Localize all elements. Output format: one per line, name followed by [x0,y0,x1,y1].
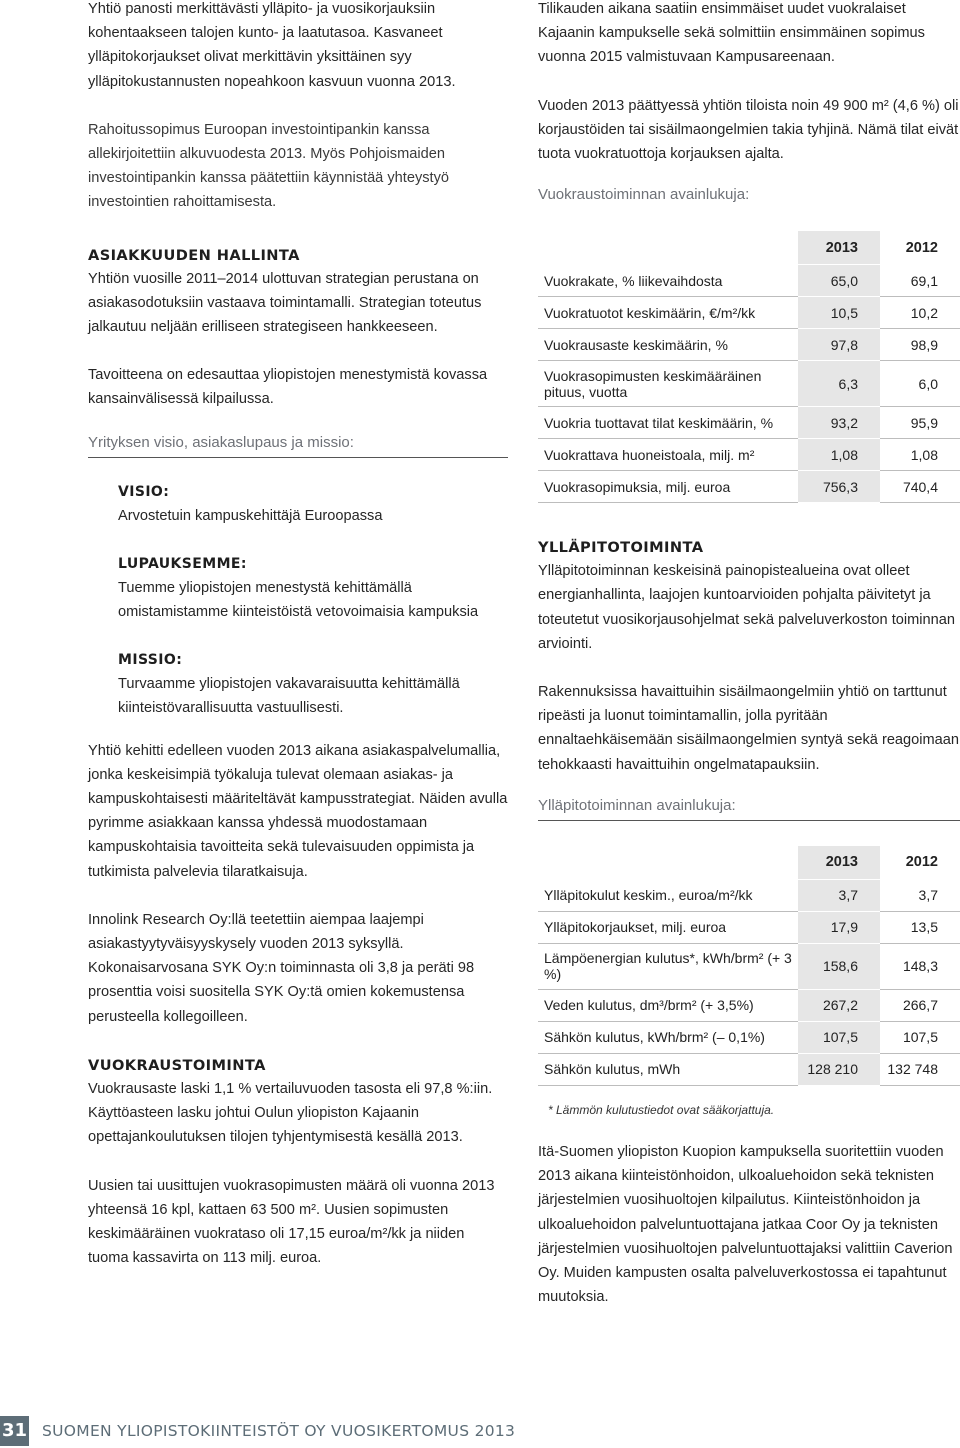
table-row [538,361,960,407]
table-row [538,1022,960,1054]
palvelumalli-paragraph: Yhtiö kehitti edelleen vuoden 2013 aikana asiakaspalvelumallia, jonka keskeisimpiä työkaluja tulevat olemaan asiakas- ja kampuskohtaisesti määriteltävät kampusstrategiat. Näiden avulla pyrimme asiakkaan kanssa yhdessä muodostamaan kampuskohtaisia tavoitteita sekä tulevaisuuden oppimista ja tutkimista palvelevia tilaratkaisuja. [88,742,508,880]
vuokraus-heading: VUOKRAUSTOIMINTA [88,1056,266,1074]
value-2013: 65,0 [798,265,880,297]
table-row [538,912,960,944]
value-2012: 1,08 [880,439,960,471]
value-2013: 267,2 [798,990,880,1022]
table-row [538,329,960,361]
page-footer [0,1414,960,1448]
lupaus-text: Tuemme yliopistojen menestystä kehittämällä omistamistamme kiinteistöistä vetovoimaisia kampuksia [118,579,479,621]
footer-title: SUOMEN YLIOPISTOKIINTEISTÖT OY VUOSIKERTOMUS 2013 [42,1422,516,1440]
value-2012: 740,4 [880,471,960,503]
vision-block [88,480,508,721]
row-label: Vuokria tuottavat tilat keskimäärin, % [538,407,798,439]
value-2012: 98,9 [880,329,960,361]
vuokra-table-body [538,265,960,503]
yllapito-paragraph-1: Ylläpitotoiminnan keskeisinä painopistealueina ovat olleet energianhallinta, laajojen kuntoarvioiden pohjalta päivitetyt ja toteutetut vuosikorjausohjelmat sekä palveluverkoston toiminnan arviointi. [538,563,955,652]
value-2013: 107,5 [798,1022,880,1054]
value-2013: 93,2 [798,407,880,439]
table-row [538,880,960,912]
row-label: Vuokrasopimusten keskimääräinen pituus, vuotta [538,361,798,407]
table-row [538,1054,960,1086]
page-number: 31 [0,1416,29,1446]
intro-paragraph-1: Yhtiö panosti merkittävästi ylläpito- ja vuosikorjauksiin kohentaakseen talojen kunto- ja laatutasoa. Kasvaneet ylläpitokorjaukset olivat merkittävin yksittäinen syy ylläpitokustannusten nopeahkoon kasvuun vuonna 2013. [88,1,456,90]
right-column [538,0,960,1309]
row-label: Vuokrausaste keskimäärin, % [538,329,798,361]
col-2012-header: 2012 [880,846,960,880]
value-2012: 107,5 [880,1022,960,1054]
row-label: Vuokrakate, % liikevaihdosta [538,265,798,297]
asiakkuus-paragraph-2: Tavoitteena on edesauttaa yliopistojen menestymistä kovassa kansainvälisessä kilpailussa. [88,367,488,408]
value-2013: 10,5 [798,297,880,329]
footnote: * Lämmön kulutustiedot ovat sääkorjattuja. [548,1102,775,1117]
missio-title: MISSIO: [118,652,183,669]
value-2013: 17,9 [798,912,880,944]
left-column [88,0,508,1270]
value-2013: 6,3 [798,361,880,407]
vuokra-table [538,231,960,503]
table-row [538,407,960,439]
yllapito-table-header [538,846,960,880]
yllapito-table-body [538,880,960,1086]
innolink-paragraph: Innolink Research Oy:llä teetettiin aiempaa laajempi asiakastyytyväisyyskysely vuoden 2013 syksyllä. Kokonaisarvosana SYK Oy:n toiminnasta oli 3,8 ja peräti 98 prosenttia voisi suositella SYK Oy:tä omien kokemustensa perusteella kollegoilleen. [88,911,475,1025]
row-label: Vuokrattava huoneistoala, milj. m² [538,439,798,471]
vuokraus-paragraph-2: Uusien tai uusittujen vuokrasopimusten määrä oli vuonna 2013 yhteensä 16 kpl, kattaen 63 500 m². Uusien sopimusten keskimääräinen vuokrataso oli 17,15 euroa/m²/kk ja niiden tuoma kassavirta on 113 milj. euroa. [88,1177,495,1267]
table-row [538,471,960,503]
table-row [538,439,960,471]
visio-text: Arvostetuin kampuskehittäjä Euroopassa [118,507,383,524]
value-2012: 10,2 [880,297,960,329]
visio-title: VISIO: [118,483,170,500]
vuokraus-paragraph-1: Vuokrausaste laski 1,1 % vertailuvuoden tasosta eli 97,8 %:iin. Käyttöasteen lasku johtui Oulun yliopiston Kajaanin opettajankoulutuksen tilojen tyhjentymisestä kesällä 2013. [88,1080,493,1146]
yllapito-paragraph-2: Rakennuksissa havaittuihin sisäilmaongelmiin yhtiö on tarttunut ripeästi ja luonut toimintamallin, jolla pyritään ennaltaehkäisemään sisäilmaongelmien syntyä sekä reagoimaan tehokkaasti havaittuihin ongelmatapauksiin. [538,684,960,773]
value-2012: 13,5 [880,912,960,944]
value-2013: 756,3 [798,471,880,503]
value-2012: 148,3 [880,944,960,990]
asiakkuus-paragraph-1: Yhtiön vuosille 2011–2014 ulottuvan strategian perustana on asiakasodotuksiin vastaava toimintamalli. Strategian toteutus jalkautuu neljään erilliseen strategiseen hankkeeseen. [88,270,482,336]
value-2013: 1,08 [798,439,880,471]
table-row [538,944,960,990]
table-row [538,265,960,297]
yllapito-heading: YLLÄPITOTOIMINTA [538,539,704,557]
row-label: Veden kulutus, dm³/brm² (+ 3,5%) [538,990,798,1022]
col-2012-header: 2012 [880,231,960,265]
row-label: Vuokratuotot keskimäärin, €/m²/kk [538,297,798,329]
table-row [538,990,960,1022]
table-row [538,297,960,329]
value-2013: 3,7 [798,880,880,912]
row-label: Sähkön kulutus, kWh/brm² (– 0,1%) [538,1022,798,1054]
yllapito-subheading: Ylläpitotoiminnan avainlukuja: [538,795,960,821]
value-2013: 97,8 [798,329,880,361]
asiakkuus-heading: ASIAKKUUDEN HALLINTA [88,246,300,264]
row-label: Vuokrasopimuksia, milj. euroa [538,471,798,503]
row-label: Ylläpitokulut keskim., euroa/m²/kk [538,880,798,912]
intro-paragraph-2: Rahoitussopimus Euroopan investointipankin kanssa allekirjoitettiin alkuvuodesta 2013. Myös Pohjoismaiden investointipankin kanssa päätettiin käynnistää yhteystyö investointien rahoittamisesta. [88,121,450,211]
row-label: Lämpöenergian kulutus*, kWh/brm² (+ 3 %) [538,944,798,990]
value-2013: 158,6 [798,944,880,990]
visio-subheading: Yrityksen visio, asiakaslupaus ja missio: [88,432,508,458]
row-label: Sähkön kulutus, mWh [538,1054,798,1086]
yllapito-table [538,846,960,1086]
col-2013-header: 2013 [798,846,880,880]
value-2012: 3,7 [880,880,960,912]
kuopio-paragraph: Itä-Suomen yliopiston Kuopion kampuksella suoritettiin vuoden 2013 aikana kiinteistönhoidon, ulkoaluehoidon sekä teknisten järjestelmien vuosihuoltojen kilpailutus. Kiinteistönhoidon ja ulkoaluehoidon palveluntuottajana jatkaa Coor Oy ja teknisten järjestelmien vuosihuoltojen palveluntuottajaksi valittiin Caverion Oy. Muiden kampusten osalta palveluverkostossa ei tapahtunut muutoksia. [538,1144,953,1306]
vuokra-table-header [538,231,960,265]
value-2013: 128 210 [798,1054,880,1086]
value-2012: 132 748 [880,1054,960,1086]
value-2012: 69,1 [880,265,960,297]
right-paragraph-1: Tilikauden aikana saatiin ensimmäiset uudet vuokralaiset Kajaanin kampukselle sekä solmittiin ensimmäinen sopimus vuonna 2015 valmistuvaan Kampusareenaan. [538,1,925,66]
value-2012: 6,0 [880,361,960,407]
col-2013-header: 2013 [798,231,880,265]
value-2012: 95,9 [880,407,960,439]
vuokra-subheading: Vuokraustoiminnan avainlukuja: [538,186,750,204]
row-label: Ylläpitokorjaukset, milj. euroa [538,912,798,944]
missio-text: Turvaamme yliopistojen vakavaraisuutta kehittämällä kiinteistövarallisuutta vastuullisesti. [118,676,460,717]
right-paragraph-2: Vuoden 2013 päättyessä yhtiön tiloista noin 49 900 m² (4,6 %) oli korjaustöiden tai sisäilmaongelmien takia tyhjinä. Nämä tilat eivät tuota vuokratuottoja korjauksen ajalta. [538,97,959,163]
value-2012: 266,7 [880,990,960,1022]
lupaus-title: LUPAUKSEMME: [118,555,247,572]
